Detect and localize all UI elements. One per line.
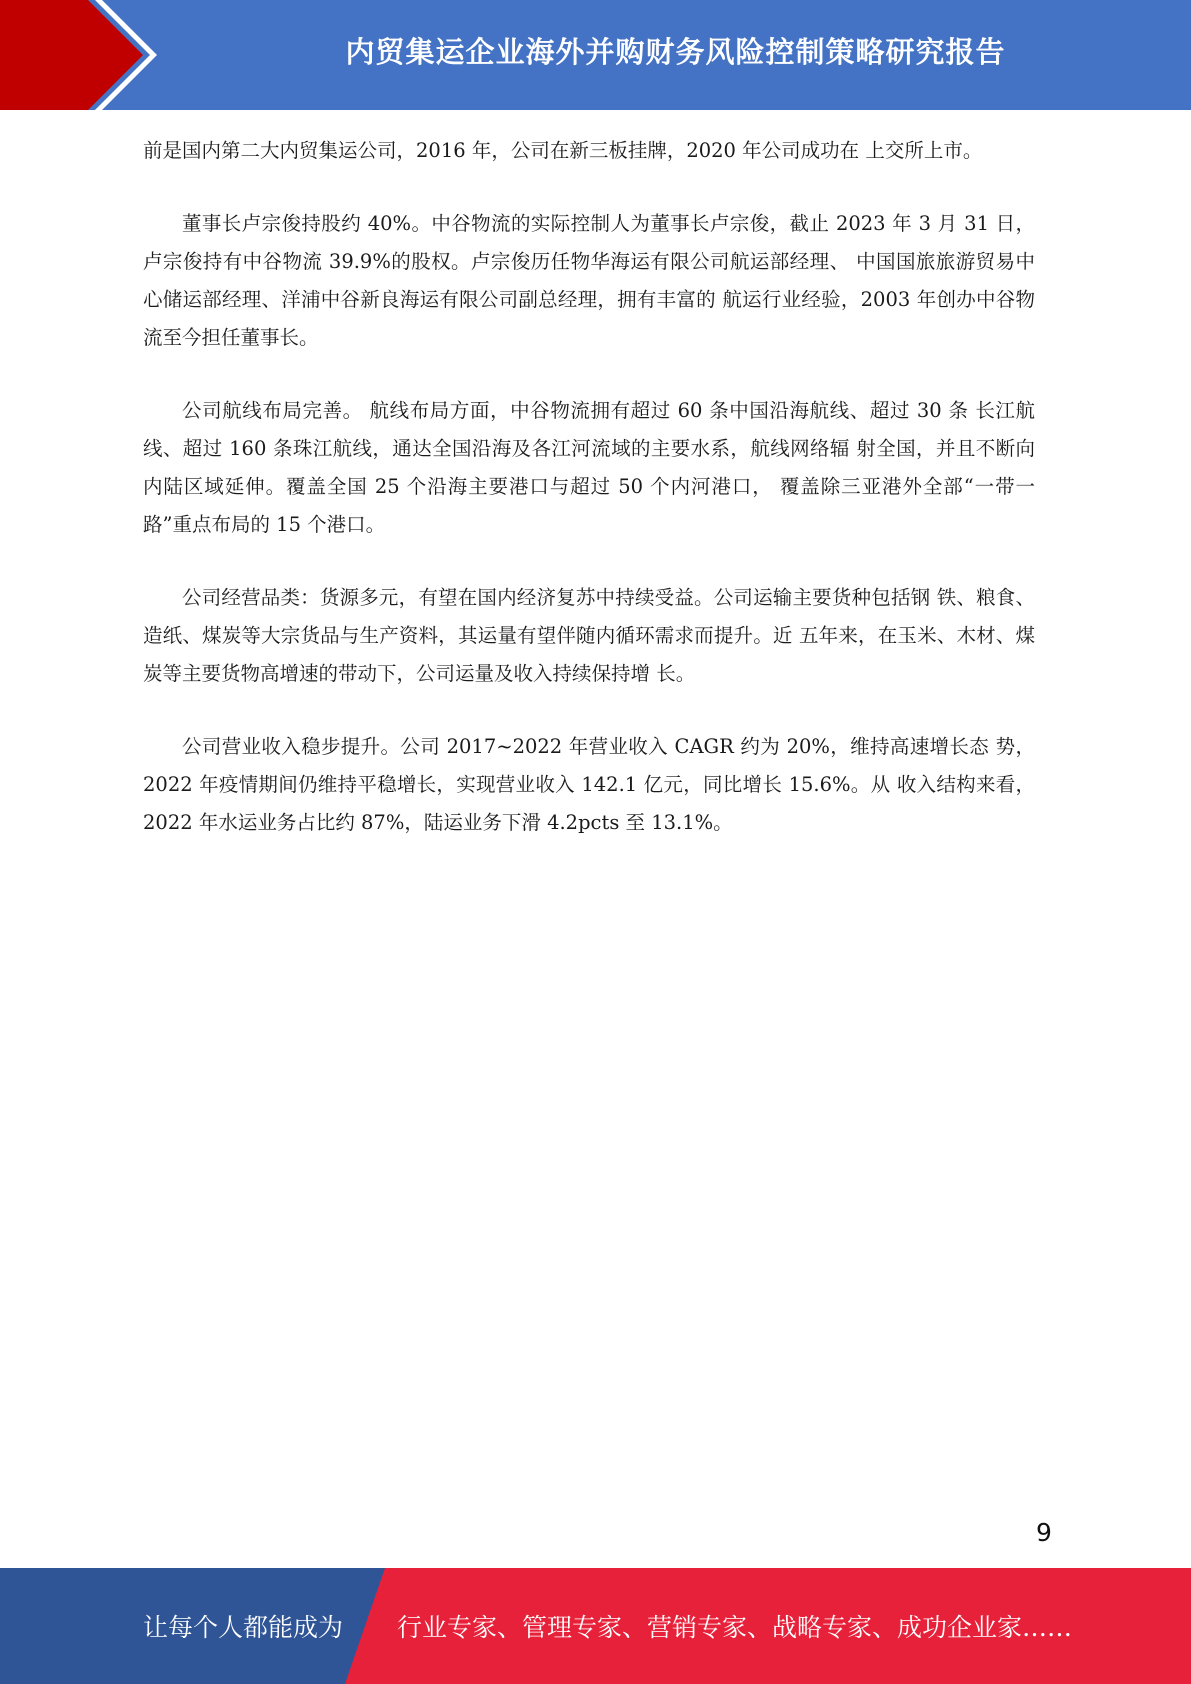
page-number: 9	[1036, 1518, 1052, 1547]
page-footer	[0, 1568, 1191, 1684]
document-body	[143, 132, 1035, 877]
paragraph-chairman: 董事长卢宗俊持股约 40%。中谷物流的实际控制人为董事长卢宗俊，截止 2023 年 3 月 31 日，卢宗俊持有中谷物流 39.9%的股权。卢宗俊历任物华海运有限公司航运部经理、 中国国旅旅游贸易中心储运部经理、洋浦中谷新良海运有限公司副总经理，拥有丰富的 航运行业经验，2003 年创办中谷物流至今担任董事长。	[143, 212, 1035, 349]
header-chevron-decoration	[0, 0, 160, 110]
page-header	[0, 0, 1191, 110]
paragraph-cargo-categories: 公司经营品类：货源多元，有望在国内经济复苏中持续受益。公司运输主要货种包括钢 铁、粮食、造纸、煤炭等大宗货品与生产资料，其运量有望伴随内循环需求而提升。近 五年来，在玉米、木材、煤炭等主要货物高增速的带动下，公司运量及收入持续保持增 长。	[143, 586, 1035, 685]
paragraph-continuation: 前是国内第二大内贸集运公司，2016 年，公司在新三板挂牌，2020 年公司成功在 上交所上市。	[143, 139, 983, 162]
paragraph-route-layout: 公司航线布局完善。 航线布局方面，中谷物流拥有超过 60 条中国沿海航线、超过 30 条 长江航线、超过 160 条珠江航线，通达全国沿海及各江河流域的主要水系，航线网络辐 射全国，并且不断向内陆区域延伸。覆盖全国 25 个沿海主要港口与超过 50 个内河港口， 覆盖除三亚港外全部“一带一路”重点布局的 15 个港口。	[143, 399, 1035, 536]
footer-slogan-left: 让每个人都能成为	[143, 1613, 344, 1642]
paragraph-revenue: 公司营业收入稳步提升。公司 2017~2022 年营业收入 CAGR 约为 20%，维持高速增长态 势，2022 年疫情期间仍维持平稳增长，实现营业收入 142.1 亿元，同比增长 15.6%。从 收入结构来看，2022 年水运业务占比约 87%，陆运业务下滑 4.2pcts 至 13.1%。	[143, 735, 1035, 834]
footer-slogan-right: 行业专家、管理专家、营销专家、战略专家、成功企业家……	[397, 1613, 1073, 1642]
document-title: 内贸集运企业海外并购财务风险控制策略研究报告	[345, 34, 1006, 69]
